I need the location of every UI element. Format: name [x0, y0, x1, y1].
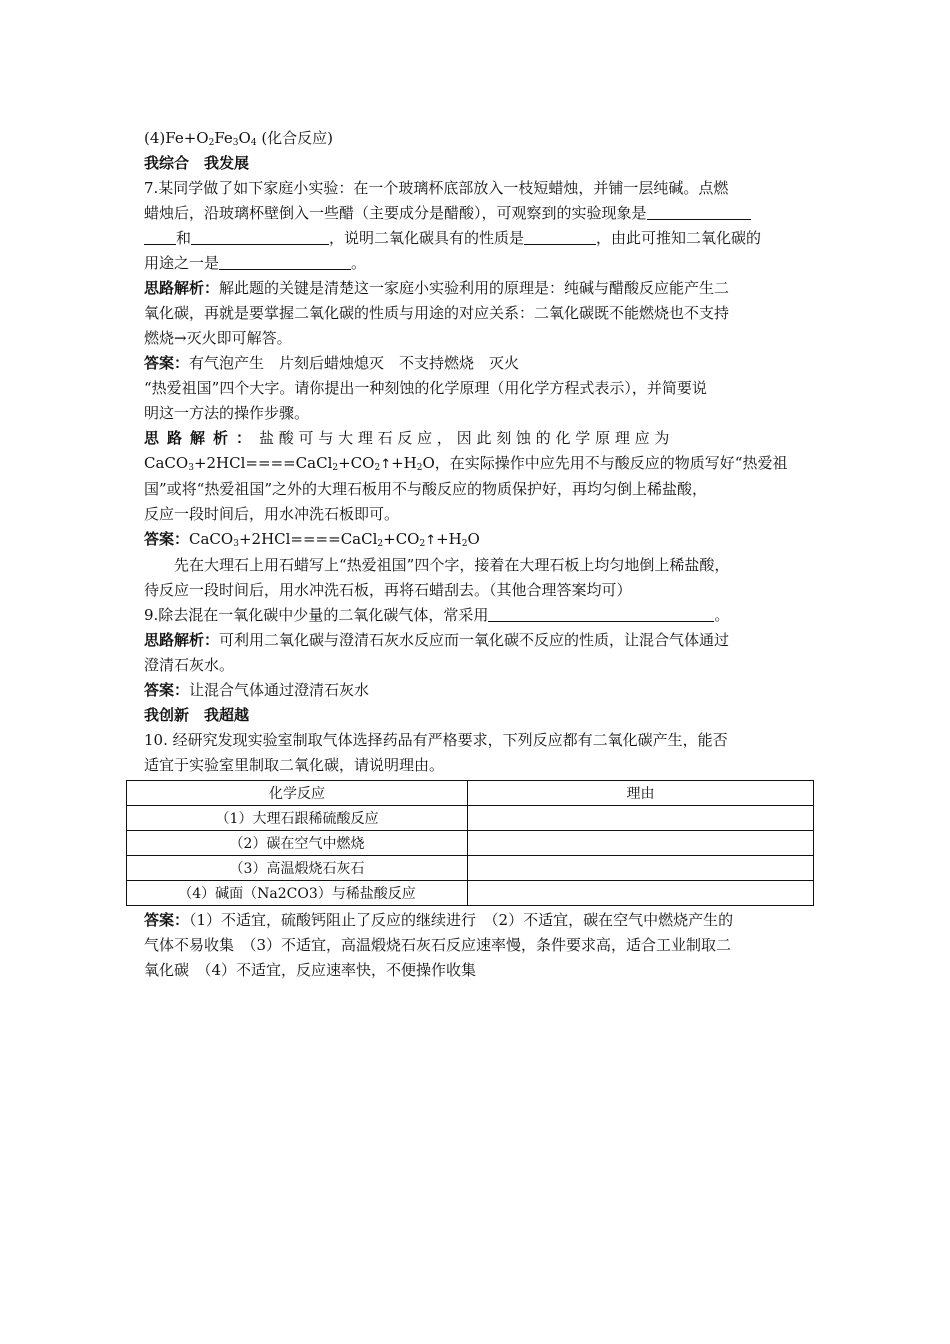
answer-text: 有气泡产生 片刻后蜡烛熄灭 不支持燃烧 灭火 [189, 354, 520, 372]
question-text: ，由此可推知二氧化碳的 [596, 229, 762, 247]
question-7-line-4 [144, 251, 810, 276]
reaction-type: (化合反应) [256, 129, 334, 147]
question-8-line-1: “热爱祖国”四个大字。请你提出一种刻蚀的化学原理（用化学方程式表示），并简要说 [144, 379, 707, 397]
question-text: 。 [714, 606, 730, 624]
answer-label: 答案： [144, 911, 190, 929]
question-text: 。 [351, 254, 367, 272]
analysis-text: ，在实际操作中应先用不与酸反应的物质写好“热爱祖 [434, 454, 788, 472]
answer-label: 答案： [144, 681, 190, 699]
table-cell-reaction: （1）大理石跟稀硫酸反应 [127, 806, 468, 831]
analysis-text: 可利用二氧化碳与澄清石灰水反应而一氧化碳不反应的性质，让混合气体通过 [219, 631, 730, 649]
table-cell-reaction: （2）碳在空气中燃烧 [127, 831, 468, 856]
table-row [127, 856, 814, 881]
analysis-8-line-1 [144, 426, 810, 451]
table-cell-reason [468, 806, 814, 831]
question-7-line-2 [144, 201, 810, 226]
question-10-line-1: 10. 经研究发现实验室制取气体选择药品有严格要求，下列反应都有二氧化碳产生，能否 [144, 731, 728, 749]
analysis-7-line-3: 燃烧→灭火即可解答。 [144, 329, 292, 347]
answer-8-equation [144, 527, 810, 553]
column-header-reaction: 化学反应 [127, 781, 468, 806]
answer-text: 让混合气体通过澄清石灰水 [189, 681, 370, 699]
equation: $CaCO_3+2HCl====CaCl_2+CO_2↑+H_2O$ [189, 530, 480, 549]
question-9 [144, 603, 810, 628]
equation: $CaCO_3+2HCl====CaCl_2+CO_2↑+H_2O$ [144, 454, 435, 473]
reaction-table [126, 780, 814, 906]
answer-blank [144, 228, 176, 245]
answer-10-line-3: 氧化碳 （4）不适宜，反应速率快，不便操作收集 [144, 961, 477, 979]
table-row [127, 881, 814, 906]
equation-line-4: $(4)Fe+O_2Fe_3O_4$ (化合反应) [144, 129, 334, 148]
question-7-line-1: 7.某同学做了如下家庭小实验：在一个玻璃杯底部放入一枝短蜡烛，并铺一层纯碱。点燃 [144, 179, 729, 197]
analysis-7-line-1 [144, 276, 810, 301]
analysis-label: 思路解析： [144, 631, 220, 649]
question-text: 用途之一是 [144, 254, 220, 272]
answer-blank [647, 203, 751, 220]
analysis-8-line-3: 国”或将“热爱祖国”之外的大理石板用不与酸反应的物质保护好，再均匀倒上稀盐酸， [144, 480, 708, 498]
section-heading-1: 我综合 我发展 [144, 154, 250, 172]
equation-text: (4)Fe+O [144, 129, 209, 147]
analysis-9-line-1 [144, 628, 810, 653]
answer-blank [488, 605, 714, 622]
answer-10-line-1 [144, 908, 810, 933]
answer-blank [191, 228, 329, 245]
question-10-line-2: 适宜于实验室里制取二氧化碳，请说明理由。 [144, 756, 445, 774]
answer-8-line-3: 待反应一段时间后，用水冲洗石板，再将石蜡刮去。（其他合理答案均可） [144, 581, 632, 599]
table-cell-reason [468, 856, 814, 881]
table-row [127, 831, 814, 856]
answer-blank [524, 228, 596, 245]
table-cell-reason [468, 881, 814, 906]
column-header-reason: 理由 [468, 781, 814, 806]
question-text: ，说明二氧化碳具有的性质是 [329, 229, 525, 247]
analysis-9-line-2: 澄清石灰水。 [144, 656, 235, 674]
analysis-text: 盐 酸 可 与 大 理 石 反 应 ， 因 此 刻 蚀 的 化 学 原 理 应 为 [259, 429, 670, 447]
table-row [127, 806, 814, 831]
analysis-7-line-2: 氧化碳，再就是要掌握二氧化碳的性质与用途的对应关系：二氧化碳既不能燃烧也不支持 [144, 304, 730, 322]
analysis-8-line-2 [144, 451, 810, 477]
table-cell-reaction: （4）碱面（Na2CO3）与稀盐酸反应 [127, 881, 468, 906]
answer-8-line-2: 先在大理石上用石蜡写上“热爱祖国”四个字，接着在大理石板上均匀地倒上稀盐酸， [174, 556, 730, 574]
equation-text: Fe [214, 129, 233, 147]
table-cell-reason [468, 831, 814, 856]
answer-label: 答案： [144, 530, 190, 548]
analysis-8-line-4: 反应一段时间后，用水冲洗石板即可。 [144, 505, 400, 523]
analysis-text: 解此题的关键是清楚这一家庭小实验利用的原理是：纯碱与醋酸反应能产生二 [219, 279, 730, 297]
answer-10-line-2: 气体不易收集 （3）不适宜，高温煅烧石灰石反应速率慢，条件要求高，适合工业制取二 [144, 936, 732, 954]
answer-blank [219, 253, 351, 270]
question-text: 和 [176, 229, 192, 247]
analysis-label: 思路解析： [144, 429, 260, 447]
question-7-line-3 [144, 226, 810, 251]
answer-9 [144, 678, 810, 703]
answer-7 [144, 351, 810, 376]
table-header-row [127, 781, 814, 806]
question-text: 9.除去混在一氧化碳中少量的二氧化碳气体，常采用 [144, 606, 489, 624]
answer-label: 答案： [144, 354, 190, 372]
answer-text: （1）不适宜，硫酸钙阻止了反应的继续进行 （2）不适宜，碳在空气中燃烧产生的 [189, 911, 734, 929]
section-heading-2: 我创新 我超越 [144, 706, 250, 724]
document-page [144, 126, 810, 983]
table-cell-reaction: （3）高温煅烧石灰石 [127, 856, 468, 881]
question-text: 蜡烛后，沿玻璃杯壁倒入一些醋（主要成分是醋酸），可观察到的实验现象是 [144, 204, 647, 222]
analysis-label: 思路解析： [144, 279, 220, 297]
question-8-line-2: 明这一方法的操作步骤。 [144, 404, 310, 422]
